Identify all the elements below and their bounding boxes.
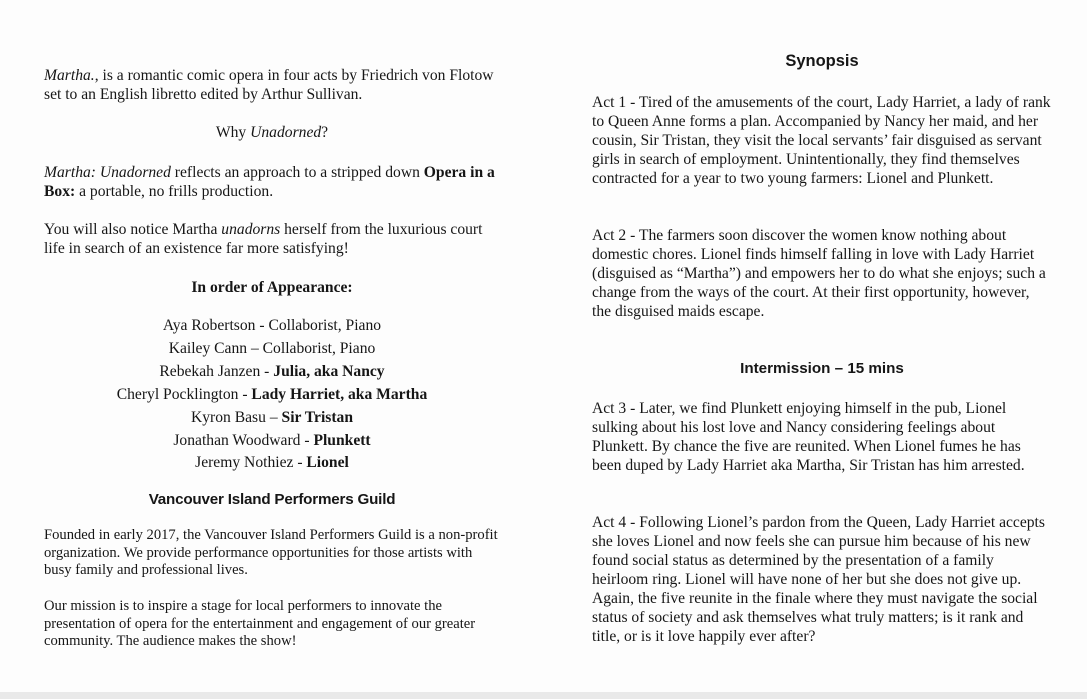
- cast-role: Lionel: [306, 454, 349, 472]
- cast-name: Jeremy Nothiez -: [195, 454, 307, 472]
- intro-paragraph: [44, 66, 500, 104]
- unadorned-mid: reflects an approach to a stripped down: [170, 164, 424, 181]
- act-4-paragraph: Act 4 - Following Lionel’s pardon from the Queen, Lady Harriet accepts she loves Lionel and now feels she can pursue him because of his new found social status as determined by the presentation of a family heirloom ring. Lionel will have none of her but she does not give up. Again, the five reunite in the finale where they must navigate the social status of society and ask themselves what truly matters; is it rank and title, or is it love happily ever after?: [592, 514, 1045, 645]
- why-heading-italic: Unadorned: [250, 124, 322, 141]
- unadorns-end: herself from the luxurious court life in search of an existence far more satisfying!: [44, 221, 483, 257]
- cast-list: [44, 315, 500, 475]
- synopsis-heading: Synopsis: [785, 52, 859, 70]
- cast-name: Aya Robertson - Collaborist, Piano: [162, 317, 382, 334]
- cast-item: [44, 315, 500, 338]
- guild-founded-paragraph: Founded in early 2017, the Vancouver Island Performers Guild is a non-profit organization. We provide performance opportunities for those artists with busy family and professional lives.: [44, 527, 498, 578]
- unadorned-end: a portable, no frills production.: [75, 183, 274, 200]
- cast-item: [44, 452, 500, 475]
- cast-role: Lady Harriet, aka Martha: [251, 385, 428, 403]
- act-3-paragraph: Act 3 - Later, we find Plunkett enjoying himself in the pub, Lionel sulking about his lost love and Nancy considering feelings about Plunkett. By chance the five are reunited. When Lionel fumes he has been duped by Lady Harriet aka Martha, Sir Tristan has him arrested.: [592, 400, 1025, 474]
- cast-item: [44, 338, 500, 361]
- unadorned-title: Martha: Unadorned: [44, 164, 171, 181]
- unadorns-start: You will also notice Martha: [44, 221, 222, 238]
- cast-item: [44, 361, 500, 384]
- unadorned-paragraph: [44, 163, 500, 201]
- why-heading-prefix: Why: [215, 124, 251, 141]
- cast-role: Sir Tristan: [281, 408, 354, 426]
- cast-role: Plunkett: [313, 431, 371, 449]
- intro-text: , is a romantic comic opera in four acts by Friedrich von Flotow set to an English libretto edited by Arthur Sullivan.: [44, 67, 494, 103]
- bottom-shadow: [0, 692, 1087, 699]
- cast-name: Kailey Cann – Collaborist, Piano: [168, 339, 376, 357]
- opera-in-a-box: Opera in a Box:: [44, 164, 495, 200]
- cast-item: [44, 384, 500, 407]
- guild-heading: Vancouver Island Performers Guild: [148, 491, 396, 508]
- cast-item: [44, 407, 500, 430]
- cast-name: Jonathan Woodward -: [173, 431, 314, 449]
- why-heading-suffix: ?: [321, 124, 329, 141]
- why-unadorned-heading: [44, 124, 500, 142]
- act-2-paragraph: Act 2 - The farmers soon discover the women know nothing about domestic chores. Lionel finds himself falling in love with Lady Harriet (disguised as “Martha”) and empowers her to do what she enjoys; such a change from the ways of the court. At their first opportunity, however, the disguised maids escape.: [592, 227, 1046, 320]
- order-of-appearance-heading: In order of Appearance:: [191, 279, 353, 296]
- cast-item: [44, 430, 500, 453]
- guild-mission-paragraph: Our mission is to inspire a stage for local performers to innovate the presentation of opera for the entertainment and engagement of our greater community. The audience makes the show!: [44, 598, 476, 649]
- cast-role: Julia, aka Nancy: [273, 362, 385, 380]
- unadorns-paragraph: [44, 220, 500, 258]
- cast-name: Rebekah Janzen -: [159, 362, 274, 380]
- cast-name: Kyron Basu –: [190, 408, 282, 426]
- act-1-paragraph: Act 1 - Tired of the amusements of the court, Lady Harriet, a lady of rank to Queen Anne forms a plan. Accompanied by Nancy her maid, and her cousin, Sir Tristan, they visit the local servants’ fair disguised as servant girls in search of employment. Unintentionally, they find themselves contracted for a year to two young farmers: Lionel and Plunkett.: [592, 94, 1051, 187]
- intermission-heading: Intermission – 15 mins: [740, 360, 904, 377]
- cast-name: Cheryl Pocklington -: [116, 385, 252, 403]
- unadorns-word: unadorns: [221, 221, 281, 238]
- opera-title: Martha.: [44, 67, 95, 84]
